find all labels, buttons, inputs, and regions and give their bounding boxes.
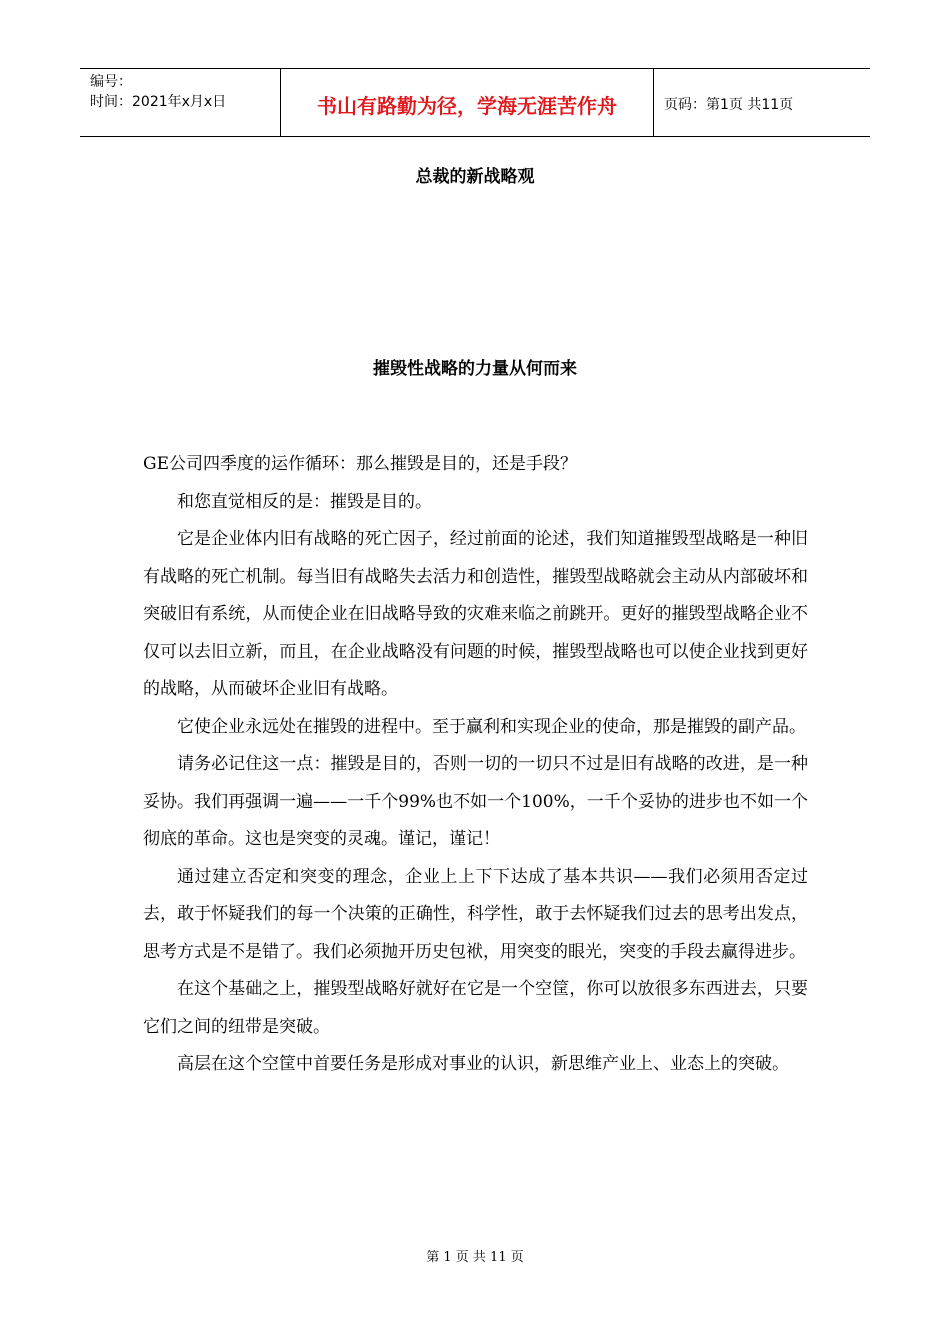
- paragraph: 它使企业永远处在摧毁的进程中。至于赢利和实现企业的使命，那是摧毁的副产品。: [177, 716, 806, 737]
- header-info-cell: [80, 69, 281, 136]
- paragraph: 在这个基础之上，摧毁型战略好就好在它是一个空筐，你可以放很多东西进去，只要它们之间的纽带是突破。: [143, 979, 808, 1037]
- paragraph: GE公司四季度的运作循环：那么摧毁是目的，还是手段？: [143, 454, 577, 474]
- page-footer: 第 1 页 共 11 页: [426, 1250, 524, 1265]
- paragraph: 它是企业体内旧有战略的死亡因子，经过前面的论述，我们知道摧毁型战略是一种旧有战略的死亡机制。每当旧有战略失去活力和创造性，摧毁型战略就会主动从内部破坏和突破旧有系统，从而使企业在旧战略导致的灾难来临之前跳开。更好的摧毁型战略企业不仅可以去旧立新，而且，在企业战略没有问题的时候，摧毁型战略也可以使企业找到更好的战略，从而破坏企业旧有战略。: [143, 529, 808, 699]
- paragraph: 通过建立否定和突变的理念，企业上上下下达成了基本共识——我们必须用否定过去，敢于怀疑我们的每一个决策的正确性，科学性，敢于去怀疑我们过去的思考出发点，思考方式是不是错了。我们必须抛开历史包袱，用突变的眼光，突变的手段去赢得进步。: [143, 866, 808, 962]
- paragraph: 和您直觉相反的是：摧毁是目的。: [177, 491, 432, 512]
- paragraph: 高层在这个空筐中首要任务是形成对事业的认识，新思维产业上、业态上的突破。: [177, 1054, 789, 1074]
- body-text: [143, 446, 808, 1084]
- date-text: 时间：2021年x月x日: [90, 94, 227, 110]
- section-title: 摧毁性战略的力量从何而来: [373, 359, 577, 379]
- header-page-info: 页码：第1页 共11页: [664, 96, 794, 113]
- number-label: 编号：: [90, 74, 132, 90]
- header-motto: 书山有路勤为径，学海无涯苦作舟: [281, 69, 654, 136]
- paragraph: 请务必记住这一点：摧毁是目的，否则一切的一切只不过是旧有战略的改进，是一种妥协。我们再强调一遍——一千个99%也不如一个100%，一千个妥协的进步也不如一个彻底的革命。这也是突变的灵魂。谨记，谨记！: [143, 754, 808, 849]
- page-header: [80, 68, 870, 137]
- main-title: 总裁的新战略观: [415, 167, 535, 187]
